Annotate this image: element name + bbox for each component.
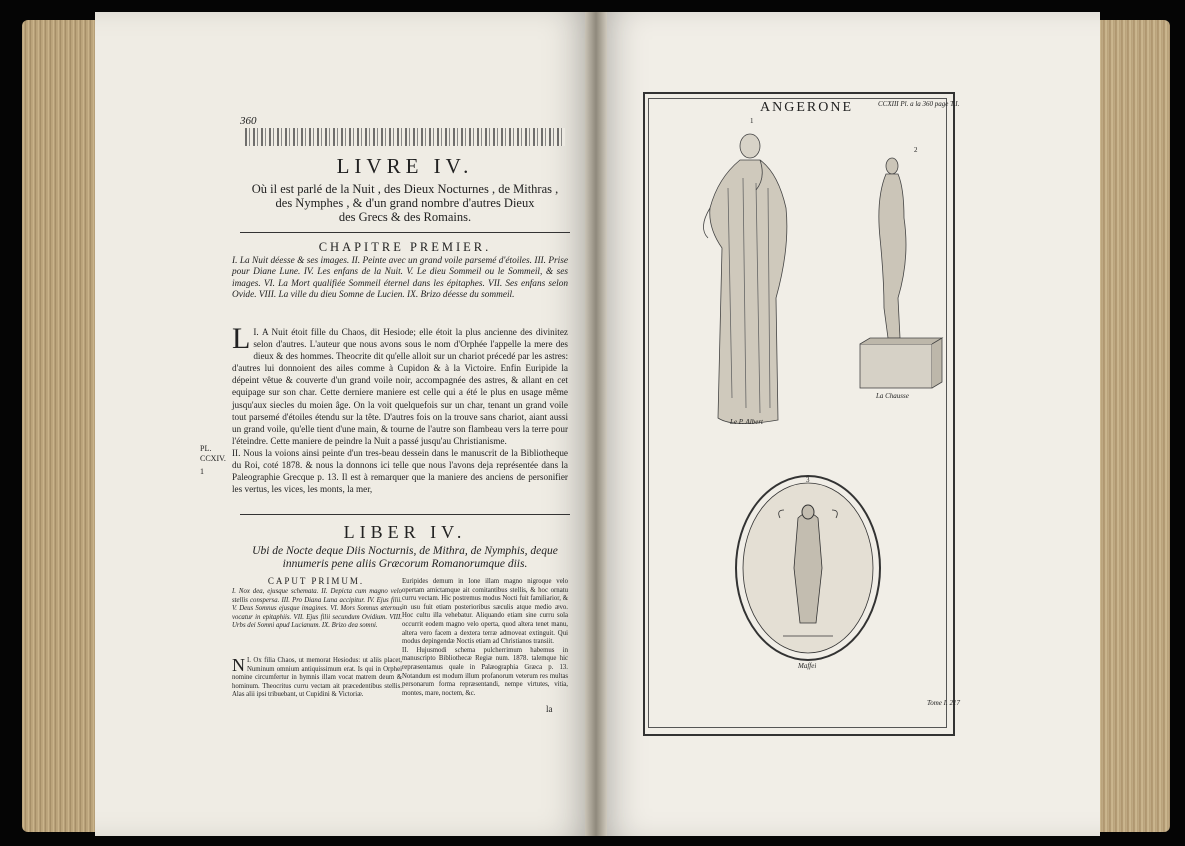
figure-caption: Le P. Albert (730, 418, 763, 426)
page-number: 360 (240, 115, 257, 127)
caput-title: CAPUT PRIMUM. (267, 576, 365, 586)
intro-line: des Grecs & des Romains. (338, 210, 472, 224)
plate-reference: PL. CCXIV. (200, 444, 226, 463)
statue-figure-1 (703, 134, 786, 424)
gem-figure-3 (736, 476, 880, 660)
drop-cap: N (232, 655, 245, 675)
plate-engravings (648, 98, 945, 726)
paragraph-marker: I. (247, 657, 251, 664)
latin-paragraph-2: Euripides demum in Ione illam magno nigroque velo opertam amictamque ait comitantibus stellis, & hoc ornatu curru vectam. Hic postremus modus Nocti fuit familiarior, & in usu fuit etiam posterioribus sæculis atque medio ævo. Hoc cultu illa vehebatur. Aliquando etiam sine curru sola occurrit eodem magno velo operta, quod altera tenet manu, altera vero facem a dextera terræ admoveat extinguit. Qui modus depingendæ Noctis etiam ad Christianos transiit. (402, 578, 568, 646)
chapter-title: CHAPITRE PREMIER. (318, 240, 492, 254)
book-title: LIVRE IV. (336, 154, 474, 178)
drop-cap: L (232, 322, 251, 355)
figure-number: 3 (806, 476, 810, 484)
intro-line: innumeris pene aliis Græcorum Romanorumque diis. (282, 558, 528, 570)
divider (240, 232, 570, 233)
intro-line: des Nymphes , & d'un grand nombre d'autres Dieux (275, 196, 535, 210)
latin-body-column-2 (402, 578, 568, 698)
latin-paragraph-3: II. Hujusmodi schema pulcherrimum habemus in manuscripto Bibliothecæ Regiæ num. 1878. talemque hic repræsentamus quale in Palæographia Græca p. 13. Notandum est modum illum profanorum veterum res multas personarum forma repræsentandi, nempe virtutes, vitia, montes, mare, noctem, &c. (402, 646, 568, 697)
figure-caption: Maffei (798, 662, 817, 670)
body-text (232, 322, 568, 495)
figure-caption: La Chausse (876, 392, 909, 400)
chapter-summary: I. La Nuit déesse & ses images. II. Peinte avec un grand voile parsemé d'étoiles. III. Prise pour Diane Lune. IV. Les enfans de la Nuit. V. Le dieu Sommeil ou le Sommeil, & ses images. VI. La Mort qualifiée Sommeil éternel dans les épitaphes. VII. Ses enfans selon Ovide. VIII. La ville du dieu Somne de Lucien. IX. Brizo déesse du sommeil. (232, 256, 568, 301)
figure-number: 1 (750, 117, 754, 125)
latin-intro (240, 545, 570, 571)
figure-number: 2 (914, 146, 918, 154)
latin-title: LIBER IV. (343, 522, 467, 542)
latin-summary: I. Nox dea, ejusque schemata. II. Depicta cum magno velo stellis conspersa. III. Pro Diana Luna accipitur. IV. Ejus filii. V. Deus Somnus ejusque imagines. VI. Mors Somnus æternus vocatur in epitaphiis. VII. Ejus filii secundum Ovidium. VIII. Urbs dei Somni apud Lucianum. IX. Brizo dea somni. (232, 588, 402, 630)
paragraph-1: A Nuit étoit fille du Chaos, dit Hesiode; elle étoit la plus ancienne des divinitez selon d'autres. L'auteur que nous avons sous le nom d'Orphée l'appelle la mere des dieux & des hommes. Theocrite dit qu'elle alloit sur un chariot précedé par les astres: d'autres lui donnoient des ailes comme à Cupidon & à la Victoire. Enfin Euripide la dépeint vêtue & couverte d'un grand voile noir, accompagnée des astres, & allant en cet equipage sur son char. Cette derniere maniere est celle qui a été le plus en usage même jusqu'aux siecles du moien âge. On la voit quelquefois sur un char, tenant un grand voile tout parsemé d'étoiles étendu sur la tête. D'autres fois on la trouve sans chariot, aiant aussi un grand voile, qu'elle tient d'une main, & tourne de l'autre son flambeau vers la terre pour l'éteindre. Cette maniere de peindre la Nuit a passé jusqu'au Christianisme. (232, 327, 568, 446)
latin-body-column-1 (232, 657, 402, 700)
paragraph-marker: I. (253, 327, 259, 337)
header-ornament (245, 128, 565, 146)
margin-number: 1 (200, 467, 204, 476)
page-edges-left (22, 20, 102, 832)
statue-figure-2 (860, 158, 942, 388)
book-intro (240, 182, 570, 224)
book-gutter (585, 12, 607, 836)
tome-reference: Tome I. 217 (927, 699, 960, 707)
margin-note (200, 444, 230, 477)
plate-title: ANGERONE (760, 100, 853, 115)
catchword: la (546, 704, 553, 714)
page-edges-right (1090, 20, 1170, 832)
plate-reference: CCXIII Pl. a la 360 page T.I. (878, 100, 960, 108)
intro-line: Où il est parlé de la Nuit , des Dieux Nocturnes , de Mithras , (251, 182, 559, 196)
intro-line: Ubi de Nocte deque Diis Nocturnis, de Mithra, de Nymphis, deque (252, 545, 558, 557)
divider (240, 514, 570, 515)
paragraph-2: II. Nous la voions ainsi peinte d'un tres-beau dessein dans le manuscrit de la Bibliotheque du Roi, coté 1878. & nous la donnons ici telle que nous l'avons deja représentée dans la Paleographie Grecque p. 13. Il est à remarquer que la maniere des anciens de personifier les vertus, les vices, les monts, la mer, (232, 447, 568, 495)
latin-paragraph-1: Ox filia Chaos, ut memorat Hesiodus: ut aliis placet, Numinum omnium antiquissimum erat. Is qui in Orphei nomine circumfertur in hymnis illam vocat matrem deum & hominum. Theocritus curru vectam ait præcedentibus stellis. Alas alii ipsi tribuebant, ut Cupidini & Victoriæ. (232, 657, 402, 699)
